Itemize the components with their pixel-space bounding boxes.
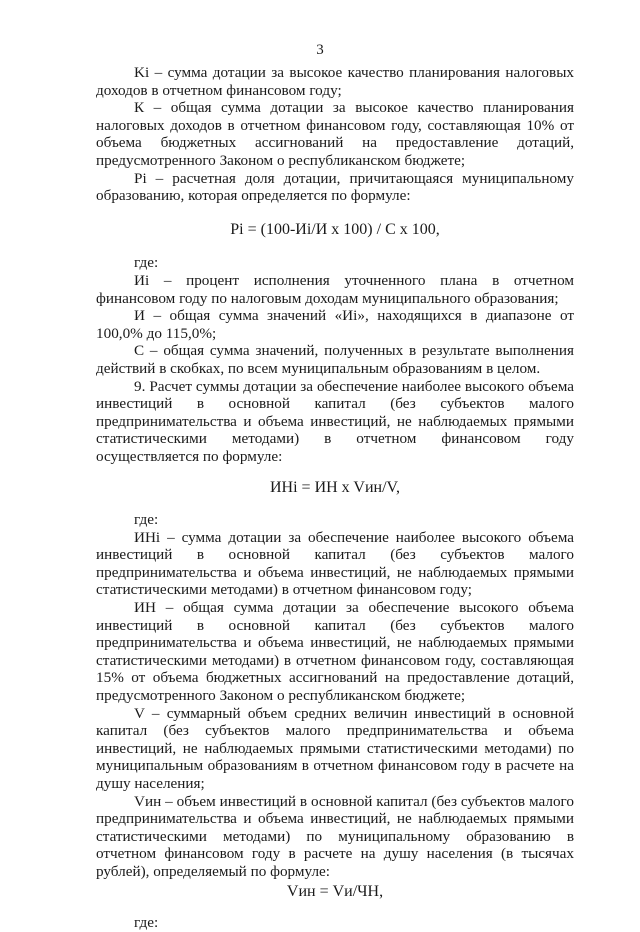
paragraph-vin-definition: Vин – объем инвестиций в основной капитал (без субъектов малого предпринимательства и объема инвестиций, не наблюдаемых прямыми статистическими методами) по муниципальному образованию в отчетном финансовом году в расчете на душу населения (в тысячах рублей), определяемый по формуле: bbox=[96, 792, 574, 880]
page-number: 3 bbox=[316, 42, 324, 58]
formula-vin: Vин = Vи/ЧН, bbox=[286, 882, 384, 900]
paragraph-c-definition: C – общая сумма значений, полученных в результате выполнения действий в скобках, по всем муниципальным образованиям в целом. bbox=[96, 342, 574, 377]
paragraph-pi-definition: Pi – расчетная доля дотации, причитающаяся муниципальному образованию, которая определяется по формуле: bbox=[96, 169, 574, 205]
paragraph-in-definition: ИН – общая сумма дотации за обеспечение высокого объема инвестиций в основной капитал (без субъектов малого предпринимательства и объема инвестиций, не наблюдаемых прямыми статистическими методами) в отчетном финансовом году, составляющая 15% от объема бюджетных ассигнований на предоставление дотаций, предусмотренного Законом о республиканском бюджете; bbox=[96, 599, 574, 704]
paragraph-i-definition: И – общая сумма значений «Иi», находящихся в диапазоне от 100,0% до 115,0%; bbox=[96, 307, 574, 342]
where-label: где: bbox=[134, 914, 159, 932]
formula-ini: ИНi = ИН x Vин/V, bbox=[269, 479, 400, 497]
formula-pi: Pi = (100-Иi/И x 100) / C x 100, bbox=[230, 220, 440, 238]
where-label: где: bbox=[134, 254, 159, 272]
paragraph-k-definition: К – общая сумма дотации за высокое качество планирования налоговых доходов в отчетном финансовом году, составляющая 10% от объема бюджетных ассигнований на предоставление дотаций, предусмотренного Законом о республиканском бюджете; bbox=[96, 99, 574, 169]
document-body bbox=[96, 64, 574, 932]
paragraph-ki-definition: Ki – сумма дотации за высокое качество планирования налоговых доходов в отчетном финансовом году; bbox=[96, 64, 574, 99]
paragraph-ini-definition: ИНi – сумма дотации за обеспечение наиболее высокого объема инвестиций в основной капитал (без субъектов малого предпринимательства и объема инвестиций, не наблюдаемых прямыми статистическими методами) в отчетном финансовом году; bbox=[96, 528, 574, 599]
where-label: где: bbox=[134, 511, 159, 529]
paragraph-ii-definition: Иi – процент исполнения уточненного плана в отчетном финансовом году по налоговым доходам муниципального образования; bbox=[96, 271, 574, 307]
paragraph-section-9: 9. Расчет суммы дотации за обеспечение наиболее высокого объема инвестиций в основной капитал (без субъектов малого предпринимательства и объема инвестиций, не наблюдаемых прямыми статистическими методами) в отчетном финансовом году осуществляется по формуле: bbox=[96, 377, 574, 465]
paragraph-v-definition: V – суммарный объем средних величин инвестиций в основной капитал (без субъектов малого предпринимательства и объема инвестиций, не наблюдаемых прямыми статистическими методами) по муниципальным образованиям в отчетном финансовом году в расчете на душу населения; bbox=[96, 704, 574, 792]
